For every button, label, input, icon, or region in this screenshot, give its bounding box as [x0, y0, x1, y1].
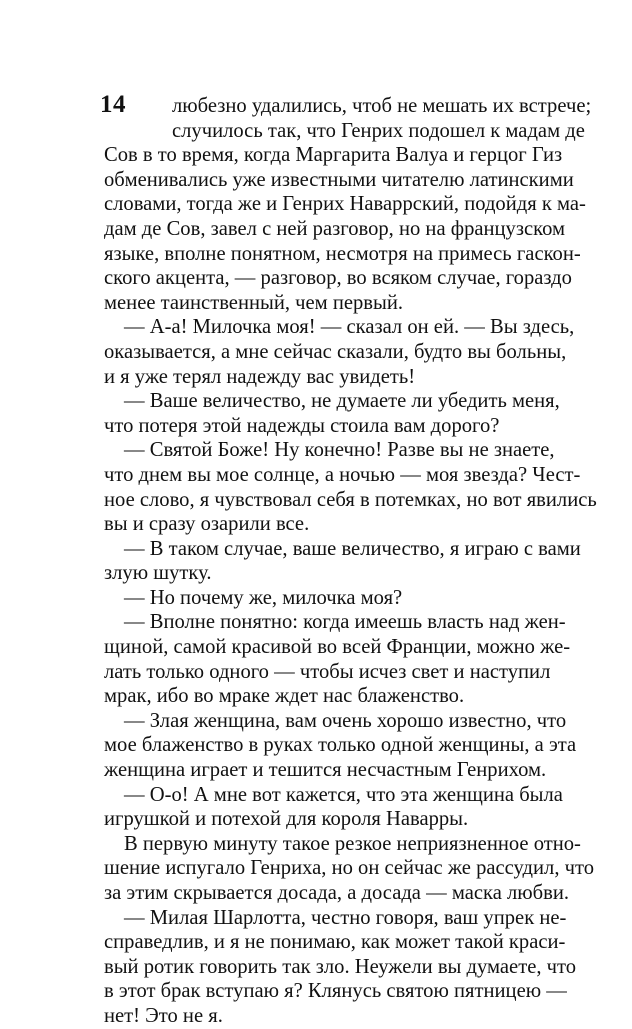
- paragraph: [104, 389, 560, 438]
- paragraph: [104, 537, 581, 586]
- text-line: словами, тогда же и Генрих Наваррский, подойдя к ма-: [104, 193, 586, 216]
- text-line: в этот брак вступаю я? Клянусь святою пятницею —: [104, 980, 567, 1003]
- text-line: злую шутку.: [104, 562, 212, 585]
- text-line: что потеря этой надежды стоила вам дорого?: [104, 414, 500, 437]
- body-text: [104, 94, 597, 1029]
- text-line: — Милая Шарлотта, честно говоря, ваш упрек не-: [124, 906, 567, 929]
- text-line: обменивались уже известными читателю латинскими: [104, 168, 574, 191]
- paragraph: [104, 94, 592, 315]
- text-line: — Святой Боже! Ну конечно! Разве вы не знаете,: [124, 439, 555, 462]
- text-line: ского акцента, — разговор, во всяком случае, гораздо: [104, 267, 572, 290]
- text-line: мрак, ибо во мраке ждет нас блаженство.: [104, 685, 465, 708]
- paragraph: [104, 438, 597, 536]
- text-line: ное слово, я чувствовал себя в потемках, но вот явились: [104, 488, 597, 511]
- paragraph: [104, 832, 594, 906]
- text-line: — Вполне понятно: когда имеешь власть над жен-: [124, 611, 566, 634]
- paragraph: [104, 586, 536, 611]
- text-line: шение испугало Генриха, но он сейчас же рассудил, что: [104, 857, 594, 880]
- paragraph: [104, 315, 575, 389]
- text-line: вый ротик говорить так зло. Неужели вы думаете, что: [104, 955, 577, 978]
- text-line: вы и сразу озарили все.: [104, 513, 310, 536]
- text-line: что днем вы мое солнце, а ночью — моя звезда? Чест-: [104, 463, 581, 486]
- text-line: — В таком случае, ваше величество, я играю с вами: [124, 537, 581, 560]
- paragraph: [104, 906, 577, 1029]
- text-line: женщина играет и тешится несчастным Генрихом.: [104, 759, 547, 782]
- text-line: — А-а! Милочка моя! — сказал он ей. — Вы здесь,: [124, 316, 575, 339]
- text-line: языке, вполне понятном, несмотря на примесь гаскон-: [104, 242, 581, 265]
- text-line: щиной, самой красивой во всей Франции, можно же-: [104, 636, 571, 659]
- text-line: оказывается, а мне сейчас сказали, будто вы больны,: [104, 340, 567, 363]
- paragraph: [104, 783, 563, 832]
- text-line: менее таинственный, чем первый.: [104, 291, 404, 314]
- paragraph: [104, 709, 577, 783]
- text-line: — Ваше величество, не думаете ли убедить меня,: [124, 390, 560, 413]
- text-line: и я уже терял надежду вас увидеть!: [104, 365, 416, 388]
- text-line: лать только одного — чтобы исчез свет и наступил: [104, 660, 551, 683]
- paragraph: [104, 610, 571, 708]
- text-line: — Злая женщина, вам очень хорошо известно, что: [124, 709, 567, 732]
- text-line: дам де Сов, завел с ней разговор, но на французском: [104, 217, 566, 240]
- text-line: мое блаженство в руках только одной женщины, а эта: [104, 734, 577, 757]
- text-line: В первую минуту такое резкое неприязненное отно-: [124, 832, 581, 855]
- text-line: — Но почему же, милочка моя?: [124, 586, 403, 609]
- text-line: случилось так, что Генрих подошел к мадам де: [172, 119, 585, 142]
- text-line: нет! Это не я.: [104, 1004, 223, 1027]
- text-line: любезно удалились, чтоб не мешать их встрече;: [172, 95, 592, 117]
- text-line: за этим скрывается досада, а досада — маска любви.: [104, 882, 570, 904]
- text-line: справедлив, и я не понимаю, как может такой краси-: [104, 931, 566, 954]
- text-line: Сов в то время, когда Маргарита Валуа и герцог Гиз: [104, 144, 563, 167]
- text-line: — О-о! А мне вот кажется, что эта женщина была: [124, 783, 563, 806]
- page-number: 14: [100, 91, 126, 118]
- text-line: игрушкой и потехой для короля Наварры.: [104, 808, 469, 831]
